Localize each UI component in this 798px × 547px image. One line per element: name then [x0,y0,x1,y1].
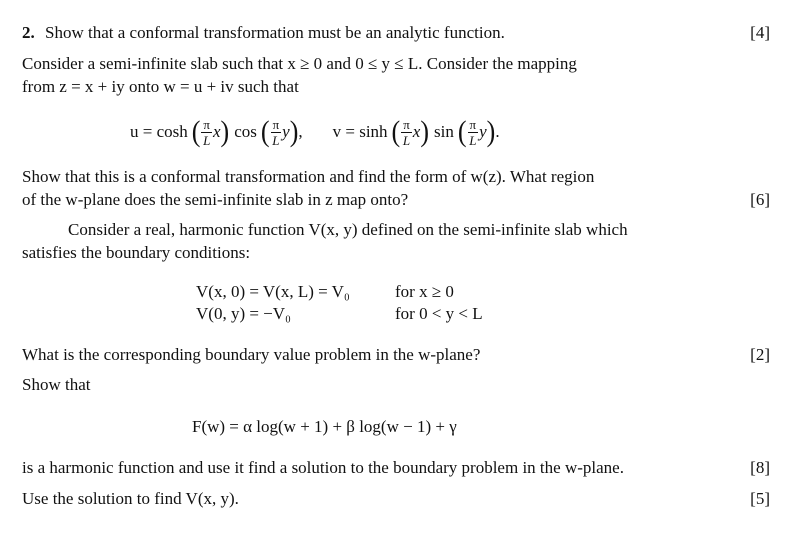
u-var-y: y [282,122,290,141]
f-equation: F(w) = α log(w + 1) + β log(w − 1) + γ [192,417,457,436]
frac4-den: L [469,132,477,148]
fraction-1 [201,118,212,147]
para3-line1: Consider a real, harmonic function V(x, y) defined on the semi-infinite slab which [68,220,628,239]
para1-line2: from z = x + iy onto w = u + iv such that [22,77,299,96]
para3-line2: satisfies the boundary conditions: [22,243,251,262]
frac2-num: π [272,116,280,132]
para1-line1: Consider a semi-infinite slab such that x ≥ 0 and 0 ≤ y ≤ L. Consider the mapping [22,54,577,73]
para4: What is the corresponding boundary value problem in the w-plane? [22,345,481,364]
bc2-lhs: V(0, y) = −V₀ [196,304,291,323]
paren-open-2: ( [260,114,270,149]
bc1-cond: for x ≥ 0 [395,282,454,301]
mapping-equation [130,112,500,152]
paren-open-3: ( [391,114,401,149]
frac1-num: π [203,116,210,132]
fraction-4 [468,118,479,147]
frac3-num: π [403,116,410,132]
u-var-x: x [213,122,221,141]
question-number: 2. [22,23,35,42]
fraction-3 [401,118,412,147]
v-var-y: y [479,122,487,141]
marks-para2: [6] [750,190,770,209]
para2-line1: Show that this is a conformal transformation and find the form of w(z). What region [22,167,595,186]
paren-close-3: ) [420,114,430,149]
v-lhs: v = sinh [332,122,388,141]
bc1-lhs: V(x, 0) = V(x, L) = V₀ [196,282,350,301]
frac3-den: L [402,132,411,148]
bc2-cond: for 0 < y < L [395,304,483,323]
frac1-den: L [203,132,211,148]
u-lhs: u = cosh [130,122,188,141]
marks-para4: [2] [750,345,770,364]
para2-line2: of the w-plane does the semi-infinite slab in z map onto? [22,190,409,209]
frac4-num: π [469,116,477,132]
frac2-den: L [272,132,280,148]
question-title: Show that a conformal transformation must be an analytic function. [45,23,505,42]
u-trig2: cos [234,122,257,141]
paren-close-2: ) [289,114,299,149]
paren-close-1: ) [220,114,230,149]
bc-row-2 [196,303,483,325]
v-trig2: sin [434,122,454,141]
fraction-2 [271,118,282,147]
marks-para6: [5] [750,489,770,508]
paren-open-4: ( [457,114,467,149]
bc-row-1 [196,281,483,303]
v-var-x: x [412,122,421,141]
boundary-conditions [196,281,483,325]
marks-para5: [8] [750,458,770,477]
para6: Use the solution to find V(x, y). [22,489,239,508]
para5: is a harmonic function and use it find a solution to the boundary problem in the w-plane. [22,458,624,477]
marks-title: [4] [750,23,770,42]
period: . [495,122,500,141]
comma: , [298,122,303,141]
paren-open-1: ( [191,114,201,149]
paren-close-4: ) [486,114,496,149]
show-that: Show that [22,375,91,394]
question-header [22,24,505,41]
